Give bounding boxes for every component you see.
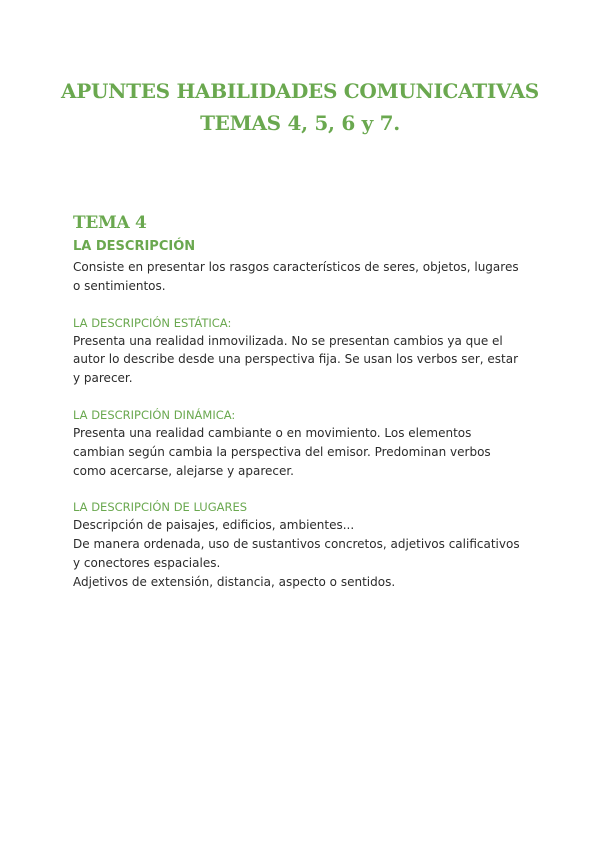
dinamica-line: como acercarse, alejarse y aparecer.: [73, 463, 294, 478]
subsection-heading-estatica: LA DESCRIPCIÓN ESTÁTICA:: [73, 315, 232, 330]
intro-line: Consiste en presentar los rasgos característicos de seres, objetos, lugares: [73, 260, 519, 274]
lugares-line: Adjetivos de extensión, distancia, aspecto o sentidos.: [73, 574, 396, 589]
section-estatica: [73, 314, 543, 388]
lugares-line: Descripción de paisajes, edificios, ambientes...: [73, 518, 355, 533]
section-lugares: [73, 498, 543, 591]
spacer: [73, 296, 543, 314]
lugares-line: y conectores espaciales.: [73, 555, 221, 570]
spacer: [73, 480, 543, 498]
section-dinamica: [73, 406, 543, 480]
tema-heading: TEMA 4: [73, 213, 147, 233]
spacer: [73, 388, 543, 406]
estatica-line: autor lo describe desde una perspectiva fija. Se usan los verbos ser, estar: [73, 352, 519, 367]
intro-line: o sentimientos.: [73, 278, 166, 293]
estatica-line: y parecer.: [73, 371, 133, 386]
subsection-heading-lugares: LA DESCRIPCIÓN DE LUGARES: [73, 500, 248, 515]
subsection-heading-dinamica: LA DESCRIPCIÓN DINÁMICA:: [73, 407, 236, 422]
estatica-line: Presenta una realidad inmovilizada. No se presentan cambios ya que el: [73, 333, 503, 348]
dinamica-line: Presenta una realidad cambiante o en movimiento. Los elementos: [73, 425, 472, 440]
document-title: [40, 75, 560, 139]
dinamica-line: cambian según cambia la perspectiva del emisor. Predominan verbos: [73, 444, 491, 459]
document-title-line-2: TEMAS 4, 5, 6 y 7.: [200, 111, 400, 135]
lugares-line: De manera ordenada, uso de sustantivos concretos, adjetivos calificativos: [73, 537, 520, 552]
section-heading-descripcion: LA DESCRIPCIÓN: [73, 239, 196, 254]
document-title-line-1: APUNTES HABILIDADES COMUNICATIVAS: [61, 79, 539, 103]
document-body: [73, 212, 543, 592]
intro-paragraph: [73, 258, 543, 296]
